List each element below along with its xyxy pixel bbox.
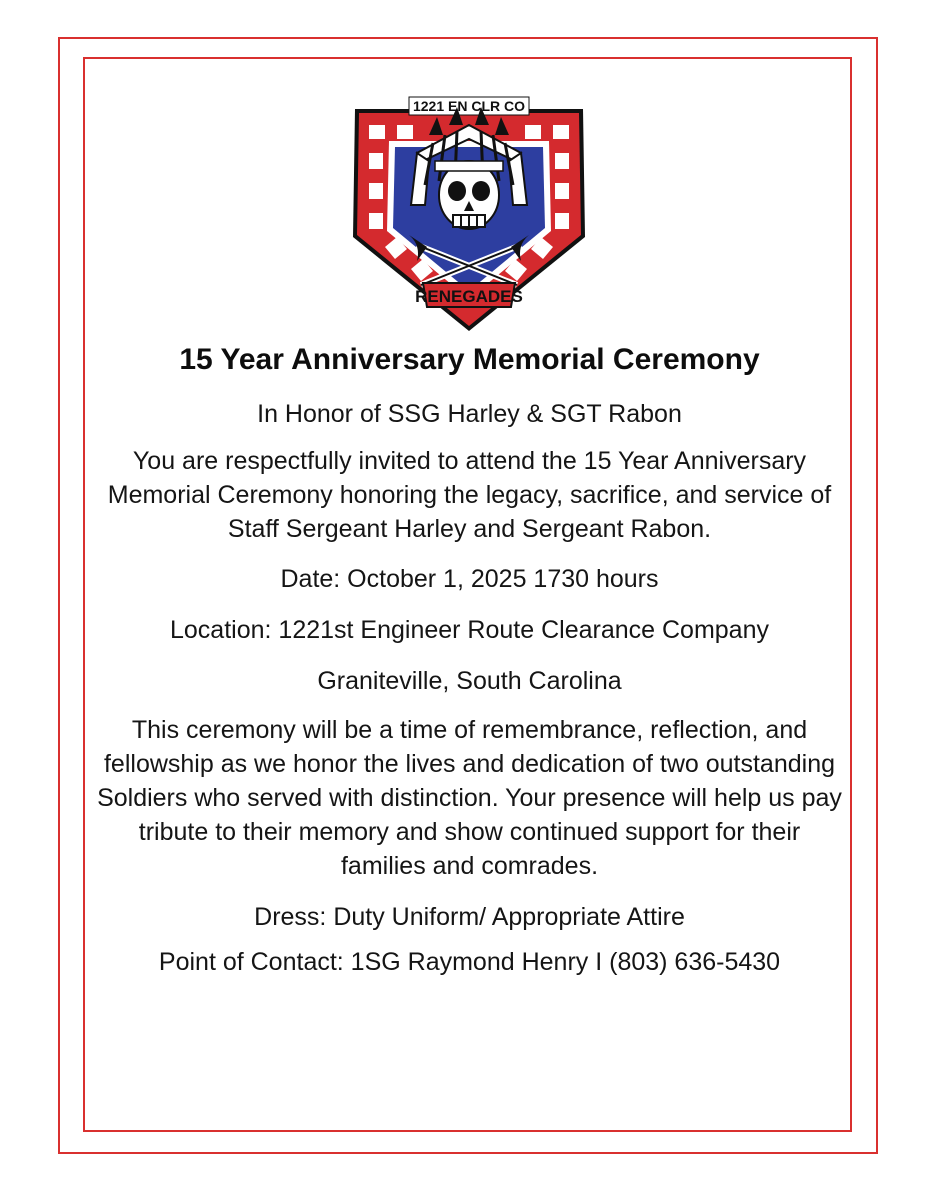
point-of-contact: Point of Contact: 1SG Raymond Henry I (803) 636-5430 [158, 948, 781, 976]
emblem-bottom-text: RENEGADES [415, 287, 523, 306]
ceremony-description: This ceremony will be a time of remembrance, reflection, and fellowship as we honor the lives and dedication of two outstanding Soldiers who served with distinction. Your presence will help us pay tribute to their memory and show continued support for their families and comrades. [97, 716, 842, 880]
dress-code: Dress: Duty Uniform/ Appropriate Attire [254, 903, 685, 931]
flyer-subtitle: In Honor of SSG Harley & SGT Rabon [257, 400, 682, 428]
event-date: Date: October 1, 2025 1730 hours [280, 565, 659, 593]
flyer-content [96, 336, 843, 979]
unit-emblem-logo [345, 95, 593, 337]
event-city: Graniteville, South Carolina [317, 667, 622, 695]
invitation-paragraph: You are respectfully invited to attend the 15 Year Anniversary Memorial Ceremony honoring the legacy, sacrifice, and service of Staff Sergeant Harley and Sergeant Rabon. [107, 447, 832, 543]
event-location: Location: 1221st Engineer Route Clearance Company [170, 616, 769, 644]
emblem-top-text: 1221 EN CLR CO [412, 98, 526, 114]
flyer-title: 15 Year Anniversary Memorial Ceremony [179, 343, 760, 376]
